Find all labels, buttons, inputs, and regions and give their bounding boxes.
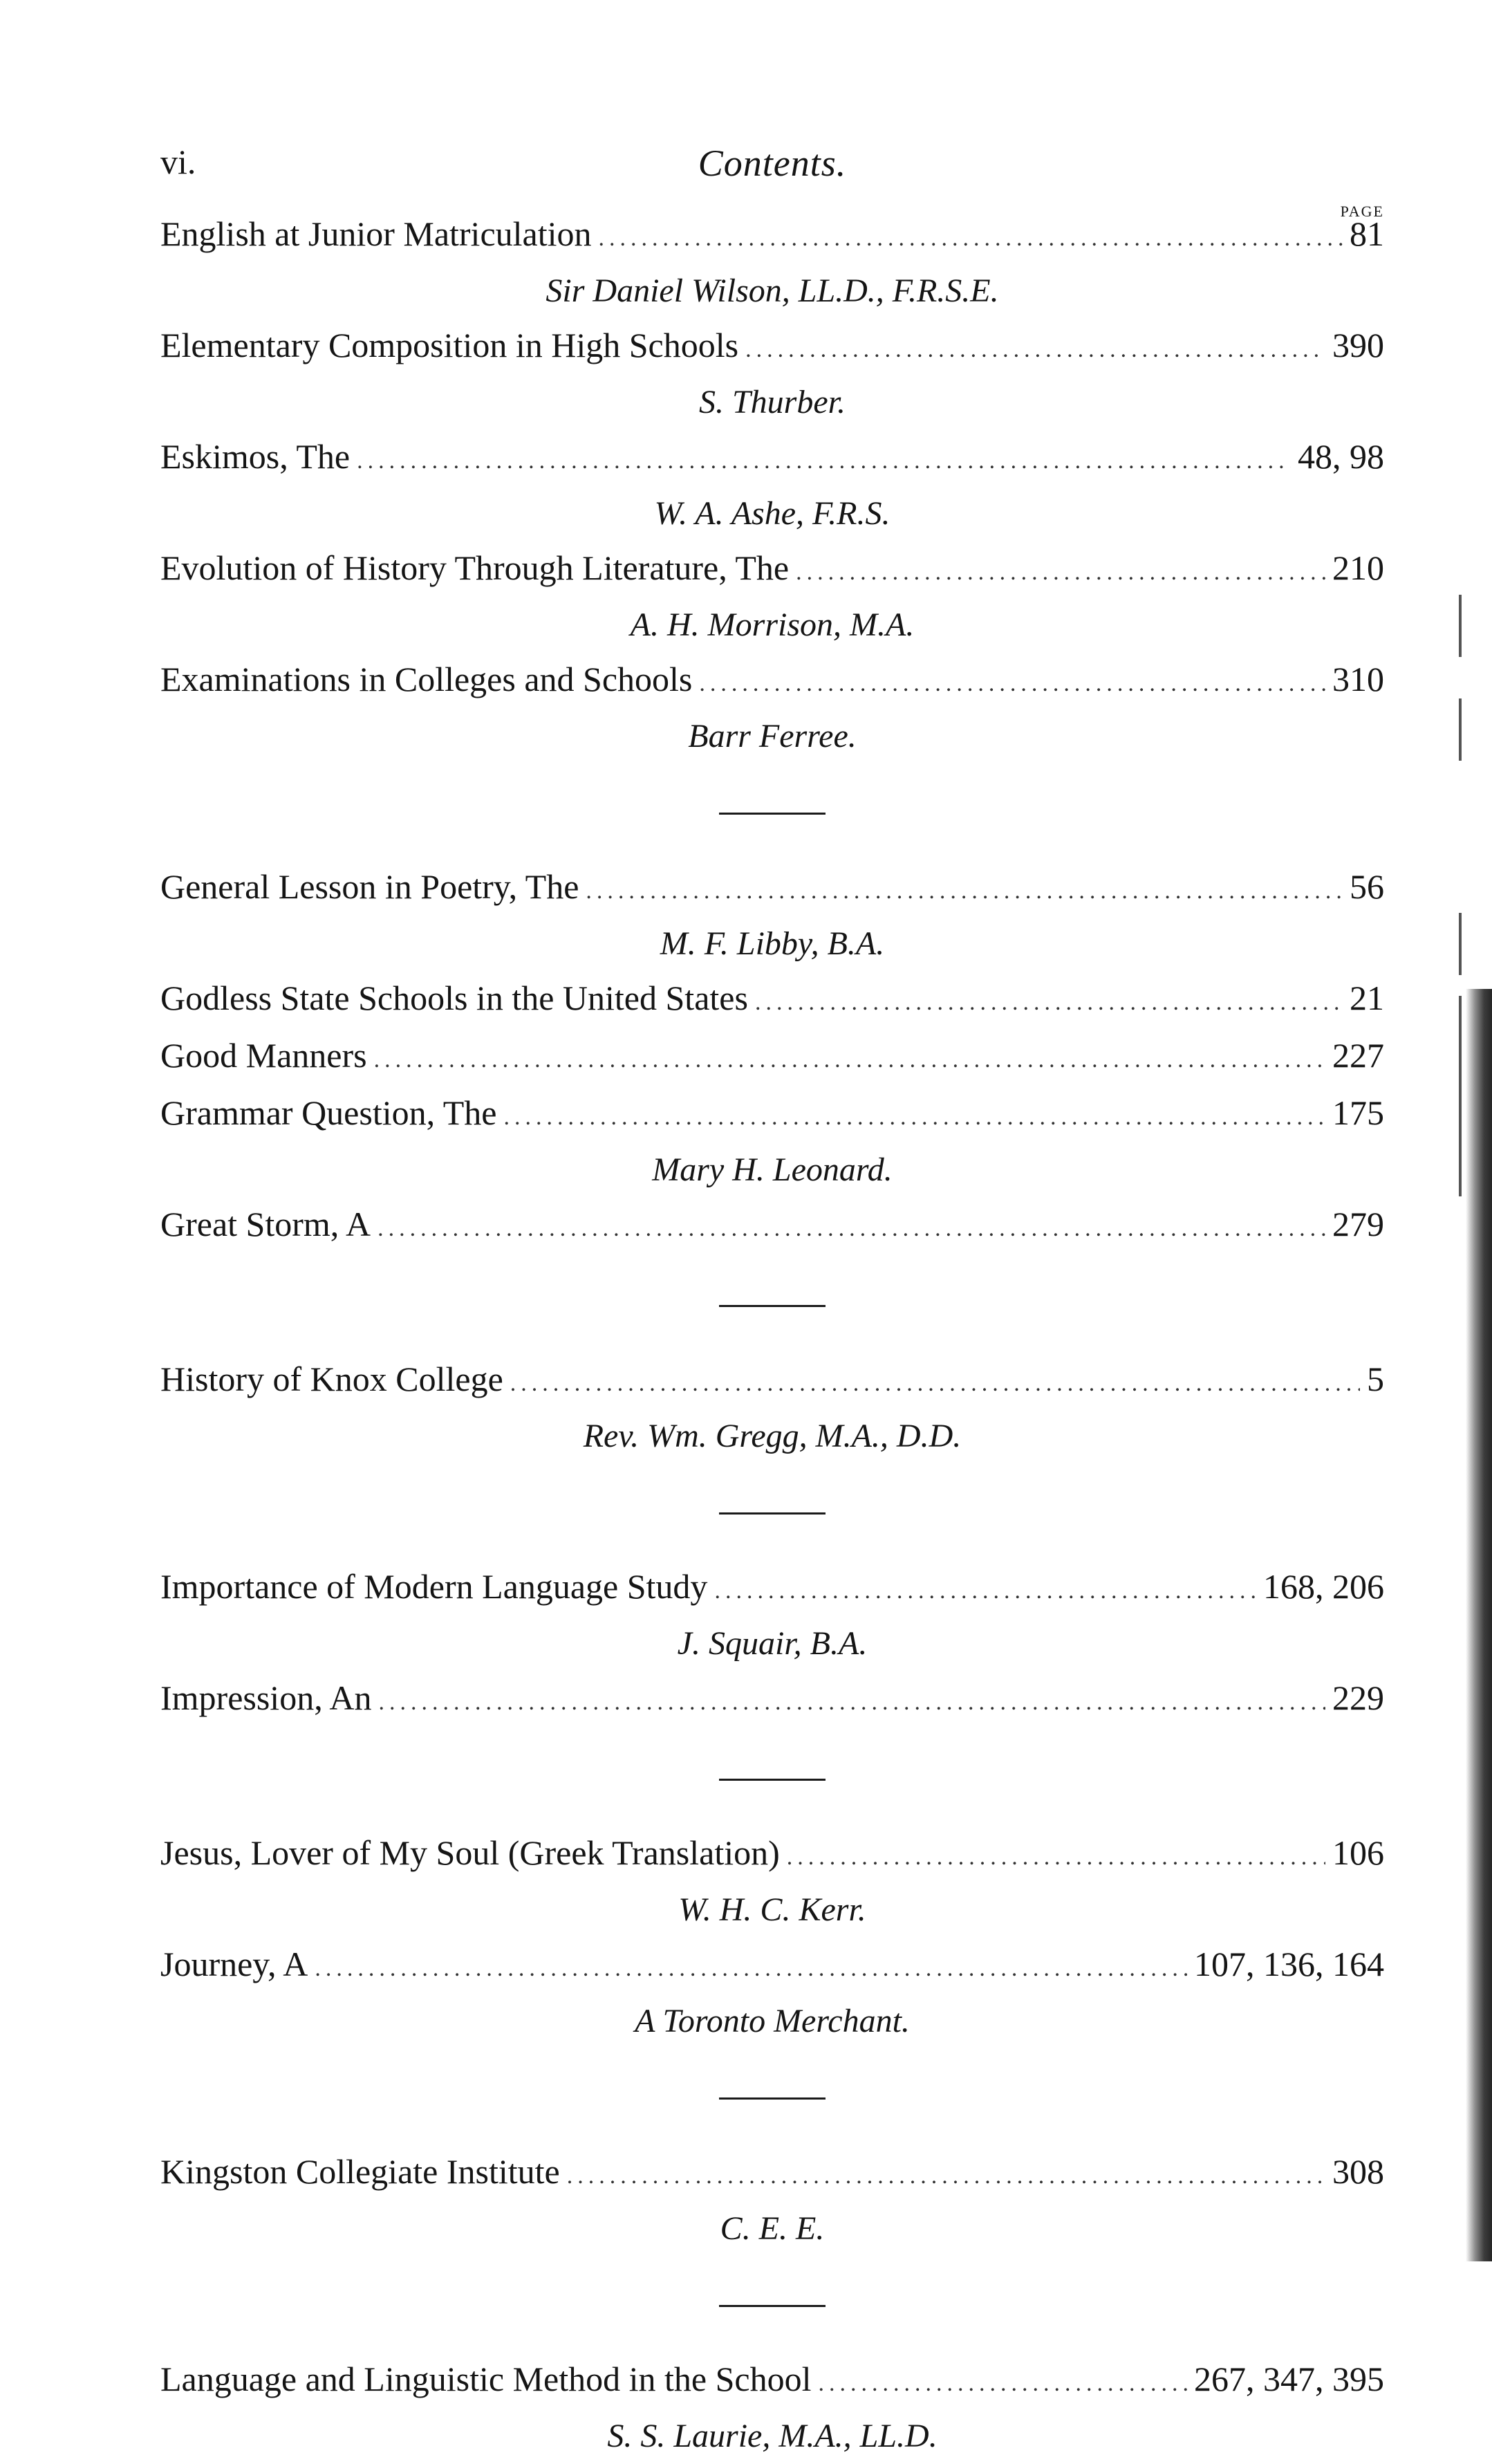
dot-leader [714,1565,1256,1618]
entry-row [160,860,1384,918]
entry-page-number: 106 [1332,1833,1384,1872]
entry-title: Language and Linguistic Method in the School [160,2360,812,2398]
entry-title: Great Storm, A [160,1205,371,1243]
dot-leader [787,1831,1325,1884]
dot-leader [315,1943,1187,1995]
dot-leader [818,2358,1187,2410]
scan-artifact-mark [1459,595,1462,657]
entry-title: Good Manners [160,1036,367,1075]
entry-author: M. F. Libby, B.A. [660,925,885,962]
entry-author: A Toronto Merchant. [635,2003,910,2039]
entry-page-number: 81 [1350,214,1384,253]
scan-artifact-mark [1459,1079,1462,1141]
entry-title: Impression, An [160,1678,372,1717]
entry-author: Mary H. Leonard. [652,1151,893,1188]
entry-author: S. S. Laurie, M.A., LL.D. [607,2418,938,2454]
entry-author: W. H. C. Kerr. [678,1891,866,1928]
contents-entry [160,972,1384,1029]
entry-author: Barr Ferree. [688,718,857,754]
contents-entry [160,1938,1384,2048]
contents-entry [160,430,1384,540]
entry-page-number: 210 [1332,548,1384,587]
dot-leader [745,324,1325,376]
entry-row [160,207,1384,265]
entry-title: Evolution of History Through Literature, The [160,548,790,587]
entry-page-number: 227 [1332,1036,1384,1075]
entry-row [160,1086,1384,1144]
entry-row [160,541,1384,599]
contents-section [160,860,1384,1255]
contents-entry [160,1198,1384,1255]
scan-edge-shadow [1466,989,1492,2261]
section-divider [719,813,826,815]
contents-section [160,1560,1384,1729]
dot-leader [586,865,1343,918]
table-of-contents [160,207,1384,2464]
dot-leader [599,212,1343,265]
dot-leader [510,1358,1360,1410]
dot-leader [567,2150,1325,2203]
entry-author: J. Squair, B.A. [677,1625,868,1662]
contents-entry [160,207,1384,317]
page-column-label: PAGE [1340,203,1384,220]
dot-leader [796,546,1325,599]
entry-page-number: 168, 206 [1263,1567,1384,1606]
contents-entry [160,1029,1384,1086]
entry-title: Elementary Composition in High Schools [160,326,739,364]
contents-section [160,1353,1384,1463]
contents-entry [160,1353,1384,1463]
entry-author: S. Thurber. [698,384,846,420]
entry-title: Journey, A [160,1945,308,1983]
entry-row [160,1826,1384,1884]
entry-page-number: 48, 98 [1298,437,1384,476]
entry-page-number: 390 [1332,326,1384,364]
entry-page-number: 5 [1367,1360,1384,1398]
contents-section [160,1826,1384,2048]
section-divider [719,1305,826,1307]
contents-entry [160,1671,1384,1729]
section-divider [719,2097,826,2100]
dot-leader [377,1203,1325,1255]
page-title: Contents. [698,142,847,184]
entry-page-number: 279 [1332,1205,1384,1243]
entry-page-number: 229 [1332,1678,1384,1717]
dot-leader [379,1676,1325,1729]
contents-entry [160,1560,1384,1670]
entry-row [160,653,1384,710]
dot-leader [755,976,1343,1029]
entry-page-number: 21 [1350,979,1384,1017]
entry-row [160,1671,1384,1729]
contents-entry [160,2145,1384,2255]
scan-artifact-mark [1459,698,1462,761]
contents-entry [160,860,1384,970]
running-head [160,142,1384,220]
section-divider [719,1779,826,1781]
entry-title: English at Junior Matriculation [160,214,592,253]
contents-section [160,2145,1384,2255]
entry-author: Sir Daniel Wilson, LL.D., F.R.S.E. [545,272,999,309]
entry-row [160,319,1384,376]
entry-title: History of Knox College [160,1360,503,1398]
section-divider [719,1512,826,1514]
dot-leader [357,435,1291,488]
entry-row [160,430,1384,488]
entry-author: W. A. Ashe, F.R.S. [654,495,890,532]
entry-page-number: 267, 347, 395 [1194,2360,1384,2398]
contents-entry [160,541,1384,651]
contents-entry [160,1086,1384,1196]
entry-row [160,1198,1384,1255]
page-number: vi. [160,142,196,181]
dot-leader [699,658,1325,710]
contents-entry [160,1826,1384,1936]
entry-author: A. H. Morrison, M.A. [630,606,915,643]
contents-section [160,2353,1384,2463]
entry-row [160,972,1384,1029]
contents-entry [160,2353,1384,2463]
entry-row [160,1560,1384,1618]
entry-author: C. E. E. [720,2210,825,2247]
entry-title: Eskimos, The [160,437,351,476]
entry-row [160,2353,1384,2410]
entry-page-number: 107, 136, 164 [1194,1945,1384,1983]
entry-author: Rev. Wm. Gregg, M.A., D.D. [583,1418,962,1454]
entry-title: Examinations in Colleges and Schools [160,660,693,698]
entry-title: Importance of Modern Language Study [160,1567,708,1606]
scan-artifact-mark [1459,913,1462,975]
entry-title: General Lesson in Poetry, The [160,867,579,906]
dot-leader [374,1034,1325,1086]
dot-leader [503,1091,1325,1144]
entry-title: Kingston Collegiate Institute [160,2152,560,2191]
section-divider [719,2305,826,2307]
contents-section [160,207,1384,763]
contents-entry [160,319,1384,429]
entry-row [160,2145,1384,2203]
entry-title: Jesus, Lover of My Soul (Greek Translation) [160,1833,780,1872]
entry-page-number: 56 [1350,867,1384,906]
entry-row [160,1029,1384,1086]
contents-entry [160,653,1384,763]
scan-artifact-mark [1459,1134,1462,1196]
entry-page-number: 175 [1332,1093,1384,1132]
entry-row [160,1938,1384,1995]
entry-page-number: 310 [1332,660,1384,698]
entry-title: Grammar Question, The [160,1093,497,1132]
entry-title: Godless State Schools in the United States [160,979,748,1017]
entry-row [160,1353,1384,1410]
entry-page-number: 308 [1332,2152,1384,2191]
